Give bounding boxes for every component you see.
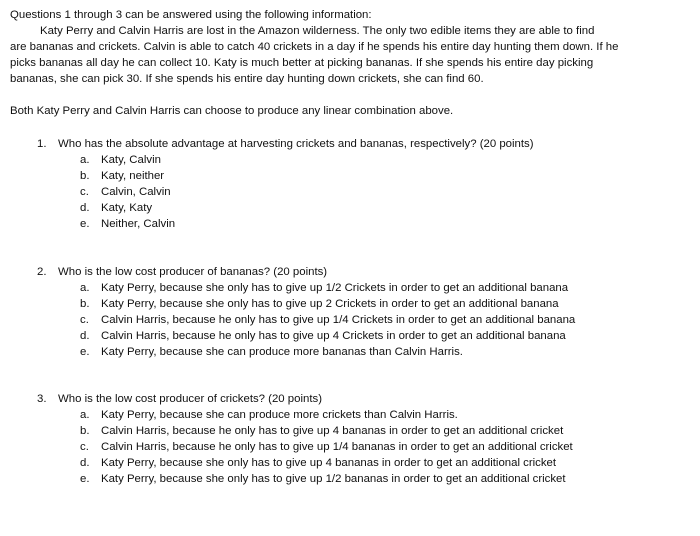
- q3-option-c-text: Calvin Harris, because he only has to give up 1/4 bananas in order to get an additional cricket: [101, 441, 573, 453]
- q2-option-b-text: Katy Perry, because she only has to give up 2 Crickets in order to get an additional banana: [101, 298, 559, 310]
- question-1-text: Who has the absolute advantage at harvesting crickets and bananas, respectively? (20 points): [58, 138, 534, 150]
- q2-option-c-label: c.: [80, 314, 89, 326]
- q2-option-b-label: b.: [80, 298, 90, 310]
- q3-option-a-label: a.: [80, 409, 90, 421]
- q3-option-e-text: Katy Perry, because she only has to give up 1/2 bananas in order to get an additional cricket: [101, 473, 566, 485]
- intro-header: Questions 1 through 3 can be answered using the following information:: [10, 9, 372, 21]
- question-3-number: 3.: [37, 393, 47, 405]
- q3-option-d-label: d.: [80, 457, 90, 469]
- question-1-number: 1.: [37, 138, 47, 150]
- question-2-number: 2.: [37, 266, 47, 278]
- q1-option-b-text: Katy, neither: [101, 170, 165, 182]
- q1-option-a-text: Katy, Calvin: [101, 154, 161, 166]
- q1-option-b-label: b.: [80, 170, 90, 182]
- q1-option-c-label: c.: [80, 186, 89, 198]
- q1-option-d-label: d.: [80, 202, 90, 214]
- question-3-text: Who is the low cost producer of crickets? (20 points): [58, 393, 322, 405]
- q3-option-b-label: b.: [80, 425, 90, 437]
- q3-option-b-text: Calvin Harris, because he only has to give up 4 bananas in order to get an additional cricket: [101, 425, 564, 437]
- q3-option-d-text: Katy Perry, because she only has to give up 4 bananas in order to get an additional cricket: [101, 457, 557, 469]
- q1-option-a-label: a.: [80, 154, 90, 166]
- q2-option-d-label: d.: [80, 330, 90, 342]
- q2-option-d-text: Calvin Harris, because he only has to give up 4 Crickets in order to get an additional banana: [101, 330, 566, 342]
- intro-line-1: Katy Perry and Calvin Harris are lost in the Amazon wilderness. The only two edible items they are able to find: [40, 25, 595, 37]
- q2-option-e-label: e.: [80, 346, 90, 358]
- intro-line-2: are bananas and crickets. Calvin is able to catch 40 crickets in a day if he spends his entire day hunting them down. If he: [10, 41, 619, 53]
- q1-option-c-text: Calvin, Calvin: [101, 186, 171, 198]
- q2-option-e-text: Katy Perry, because she can produce more bananas than Calvin Harris.: [101, 346, 463, 358]
- statement: Both Katy Perry and Calvin Harris can choose to produce any linear combination above.: [10, 105, 454, 117]
- q2-option-a-label: a.: [80, 282, 90, 294]
- intro-line-4: bananas, she can pick 30. If she spends his entire day hunting down crickets, she can find 60.: [10, 73, 484, 85]
- q3-option-e-label: e.: [80, 473, 90, 485]
- q1-option-d-text: Katy, Katy: [101, 202, 153, 214]
- q2-option-a-text: Katy Perry, because she only has to give up 1/2 Crickets in order to get an additional banana: [101, 282, 569, 294]
- q3-option-c-label: c.: [80, 441, 89, 453]
- intro-line-3: picks bananas all day he can collect 10. Katy is much better at picking bananas. If she spends his entire day picking: [10, 57, 594, 69]
- q1-option-e-label: e.: [80, 218, 90, 230]
- q3-option-a-text: Katy Perry, because she can produce more crickets than Calvin Harris.: [101, 409, 458, 421]
- question-2-text: Who is the low cost producer of bananas? (20 points): [58, 266, 328, 278]
- q2-option-c-text: Calvin Harris, because he only has to give up 1/4 Crickets in order to get an additional banana: [101, 314, 576, 326]
- q1-option-e-text: Neither, Calvin: [101, 218, 176, 230]
